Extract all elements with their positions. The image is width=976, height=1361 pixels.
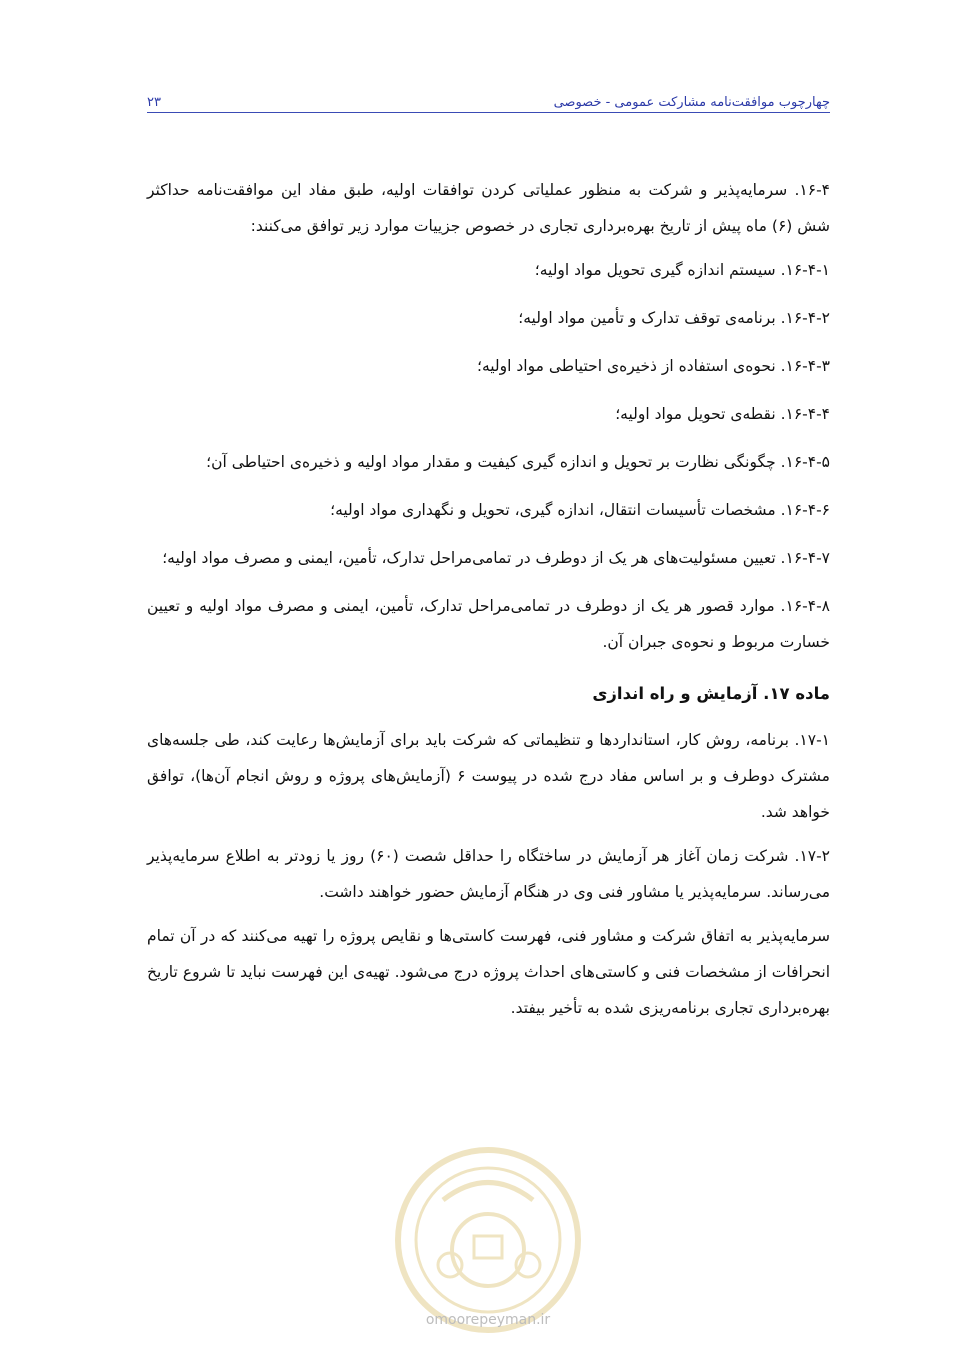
clause-16-4-6: ۱۶-۴-۶. مشخصات تأسیسات انتقال، اندازه گیری، تحویل و نگهداری مواد اولیه؛	[330, 501, 830, 519]
article-17-heading: ماده ۱۷. آزمایش و راه اندازی	[592, 684, 830, 703]
header-title: چهارچوب موافقت‌نامه مشارکت عمومی - خصوصی	[553, 95, 830, 110]
clause-16-4-intro: ۱۶-۴. سرمایه‌پذیر و شرکت به منظور عملیاتی کردن توافقات اولیه، طبق مفاد این موافقت‌نامه حداکثر شش (۶) ماه پیش از تاریخ بهره‌برداری تجاری در خصوص جزییات موارد زیر توافق می‌کنند:	[147, 181, 830, 235]
clause-16-4-8: ۱۶-۴-۸. موارد قصور هر یک از دوطرف در تمامی‌مراحل تدارک، تأمین، ایمنی و مصرف مواد اولیه و تعیین خسارت مربوط و نحوه‌ی جبران آن.	[147, 597, 830, 651]
clause-16-4-5: ۱۶-۴-۵. چگونگی نظارت بر تحویل و اندازه گیری کیفیت و مقدار مواد اولیه و ذخیره‌ی احتیاطی آن؛	[206, 453, 830, 471]
watermark-url: omoorepeyman.ir	[425, 1312, 551, 1328]
document-body	[147, 172, 830, 1034]
page-number: ۲۳	[147, 95, 161, 110]
clause-17-3: سرمایه‌پذیر به اتفاق شرکت و مشاور فنی، فهرست کاستی‌ها و نقایص پروژه را تهیه می‌کنند که در آن تمام انحرافات از مشخصات فنی و کاستی‌های احداث پروژه درج می‌شود. تهیه‌ی این فهرست نباید تا شروع تاریخ بهره‌برداری تجاری برنامه‌ریزی شده به تأخیر بیفتد.	[147, 927, 830, 1017]
page-header	[147, 84, 830, 113]
clause-16-4-2: ۱۶-۴-۲. برنامه‌ی توقف تدارک و تأمین مواد اولیه؛	[518, 309, 830, 327]
clause-16-4-7: ۱۶-۴-۷. تعیین مسئولیت‌های هر یک از دوطرف در تمامی‌مراحل تدارک، تأمین، ایمنی و مصرف مواد اولیه؛	[162, 549, 830, 567]
clause-16-4-4: ۱۶-۴-۴. نقطه‌ی تحویل مواد اولیه؛	[615, 405, 830, 423]
clause-16-4-3: ۱۶-۴-۳. نحوه‌ی استفاده از ذخیره‌ی احتیاطی مواد اولیه؛	[477, 357, 830, 375]
clause-17-2: ۱۷-۲. شرکت زمان آغاز هر آزمایش در ساختگاه را حداقل شصت (۶۰) روز یا زودتر به اطلاع سرمایه‌پذیر می‌رساند. سرمایه‌پذیر یا مشاور فنی وی در هنگام آزمایش حضور خواهند داشت.	[147, 847, 831, 901]
clause-16-4-1: ۱۶-۴-۱. سیستم اندازه گیری تحویل مواد اولیه؛	[534, 261, 830, 279]
clause-17-1: ۱۷-۱. برنامه، روش کار، استانداردها و تنظیماتی که شرکت باید برای آزمایش‌ها رعایت کند، طی جلسه‌های مشترک دوطرف و بر اساس مفاد درج شده در پیوست ۶ (آزمایش‌های پروژه و روش انجام آن‌ها)، توافق خواهد شد.	[147, 731, 830, 821]
seal-watermark-icon	[388, 1140, 588, 1340]
